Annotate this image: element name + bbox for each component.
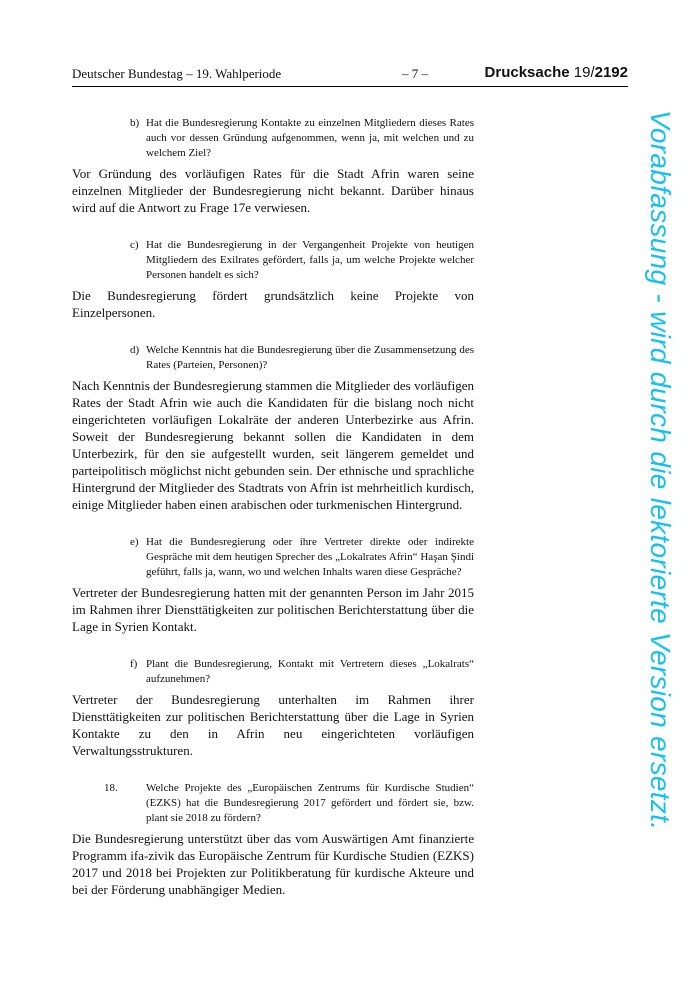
header-parliament: Deutscher Bundestag – 19. Wahlperiode [72,66,282,81]
page-number: – 7 – [402,66,428,81]
answer-d: Nach Kenntnis der Bundesregierung stammen die Mitglieder des vorläufigen Rates der Stadt Afrin wie auch die Kandidaten für die bislang noch nicht eingerichteten vorläufigen Lokalräte der anderen Unterbezirke aus Afrin. Soweit der Bundesregierung bekannt sollen die Kandidaten in dem Unterbezirk, für den sie aufgestellt wurden, seit längerem gemeldet und parteipolitisch möglichst nicht gebunden sein. Der ethnische und sprachliche Hintergrund der Mitglieder des Stadtrats von Afrin ist mehrheitlich kurdisch, einige Mitglieder haben einen arabischen oder turkmenischen Hintergrund. [72,378,474,512]
page-body [72,116,474,898]
question-text: Hat die Bundesregierung oder ihre Vertreter direkte oder indirekte Gespräche mit dem heutigen Sprecher des „Lokalrates Afrin“ Haşan Şindi geführt, falls ja, wann, wo und welchen Inhalts waren diese Gespräche? [146,536,474,578]
question-label: d) [130,344,140,356]
document-period: 19/ [573,64,595,81]
question-text: Plant die Bundesregierung, Kontakt mit Vertretern dieses „Lokalrats“ aufzunehmen? [146,658,474,685]
question-label: 18. [104,782,118,794]
question-label: b) [130,117,140,129]
question-label: e) [130,536,139,548]
document-id: 2192 [594,64,628,81]
document-label: Drucksache [484,64,570,81]
question-label: f) [130,658,138,670]
answer-e: Vertreter der Bundesregierung hatten mit der genannten Person im Jahr 2015 im Rahmen ihrer Diensttätigkeiten zur politischen Berichterstattung über die Lage in Syrien Kontakt. [72,585,474,634]
question-text: Hat die Bundesregierung in der Vergangenheit Projekte von heutigen Mitgliedern des Exilrates gefördert, falls ja, um welche Projekte welcher Personen handelt es sich? [146,239,474,281]
question-b [130,116,474,161]
question-e [130,535,474,580]
question-f [130,657,474,687]
question-d [130,343,474,373]
question-c [130,238,474,283]
question-text: Welche Projekte des „Europäischen Zentrums für Kurdische Studien“ (EZKS) hat die Bundesregierung 2017 gefördert und fördert sie, bzw. plant sie 2018 zu fördern? [146,782,474,824]
answer-b: Vor Gründung des vorläufigen Rates für die Stadt Afrin waren seine einzelnen Mitglieder der Bundesregierung nicht bekannt. Darüber hinaus wird auf die Antwort zu Frage 17e verwiesen. [72,166,474,215]
question-text: Hat die Bundesregierung Kontakte zu einzelnen Mitgliedern dieses Rates auch vor dessen Gründung aufgenommen, wenn ja, mit welchen und zu welchem Ziel? [146,117,474,159]
answer-f: Vertreter der Bundesregierung unterhalten im Rahmen ihrer Diensttätigkeiten zur politischen Berichterstattung über die Lage in Syrien Kontakte zu den in Afrin neu eingerichteten vorläufigen Verwaltungsstrukturen. [72,692,474,758]
document-number [485,64,628,81]
answer-c: Die Bundesregierung fördert grundsätzlich keine Projekte von Einzelpersonen. [72,288,474,320]
answer-18: Die Bundesregierung unterstützt über das vom Auswärtigen Amt finanzierte Programm ifa-zivik das Europäische Zentrum für Kurdische Studien (EZKS) 2017 und 2018 bei Projekten zur Politikberatung für kurdische Akteure und bei der Förderung unabhängiger Medien. [72,831,474,897]
question-label: c) [130,239,139,251]
page-header [72,66,628,87]
draft-watermark: Vorabfassung - wird durch die lektorierte Version ersetzt. [645,110,676,831]
question-18 [104,781,474,826]
question-text: Welche Kenntnis hat die Bundesregierung über die Zusammensetzung des Rates (Parteien, Personen)? [146,344,474,371]
